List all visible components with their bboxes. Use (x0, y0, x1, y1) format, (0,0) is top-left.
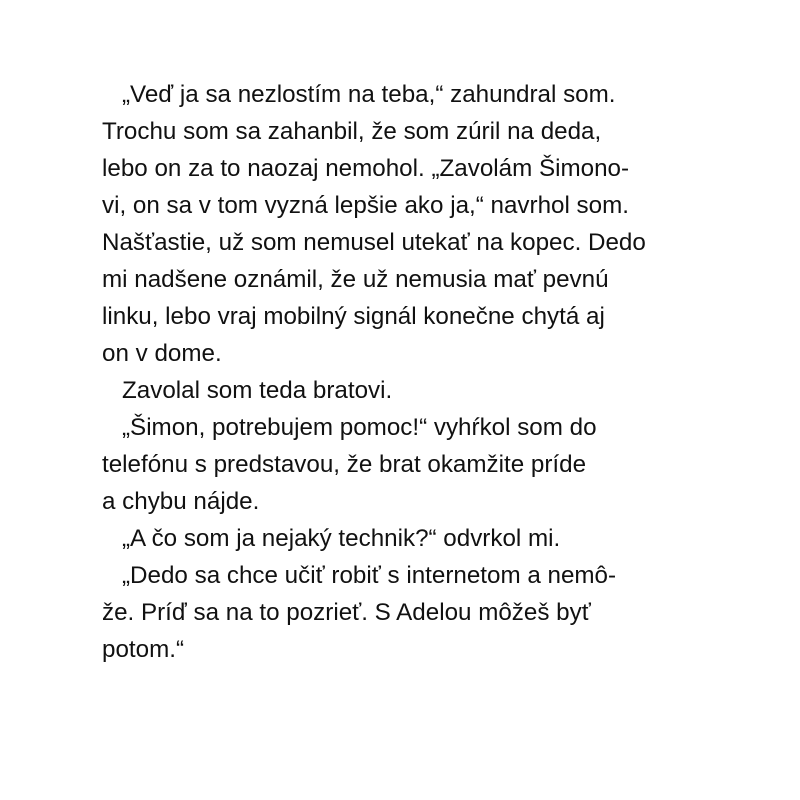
text-line: „Šimon, potrebujem pomoc!“ vyhŕkol som do (122, 414, 597, 441)
text-line: že. Príď sa na to pozrieť. S Adelou môžeš byť (102, 599, 591, 626)
text-line: lebo on za to naozaj nemohol. „Zavolám Šimono- (102, 155, 630, 182)
text-line: on v dome. (102, 340, 222, 367)
text-line: Zavolal som teda bratovi. (122, 377, 393, 404)
text-line: potom.“ (102, 636, 184, 663)
text-line: linku, lebo vraj mobilný signál konečne chytá aj (102, 303, 605, 330)
text-line: a chybu nájde. (102, 488, 260, 515)
text-line: „Veď ja sa nezlostím na teba,“ zahundral som. (122, 81, 616, 108)
text-line: mi nadšene oznámil, že už nemusia mať pevnú (102, 266, 609, 293)
text-line: Našťastie, už som nemusel utekať na kopec. Dedo (102, 229, 646, 256)
body-text (102, 76, 712, 668)
text-line: „A čo som ja nejaký technik?“ odvrkol mi. (122, 525, 561, 552)
text-line: vi, on sa v tom vyzná lepšie ako ja,“ navrhol som. (102, 192, 629, 219)
text-line: Trochu som sa zahanbil, že som zúril na deda, (102, 118, 602, 145)
text-line: telefónu s predstavou, že brat okamžite príde (102, 451, 587, 478)
text-line: „Dedo sa chce učiť robiť s internetom a nemô- (122, 562, 617, 589)
